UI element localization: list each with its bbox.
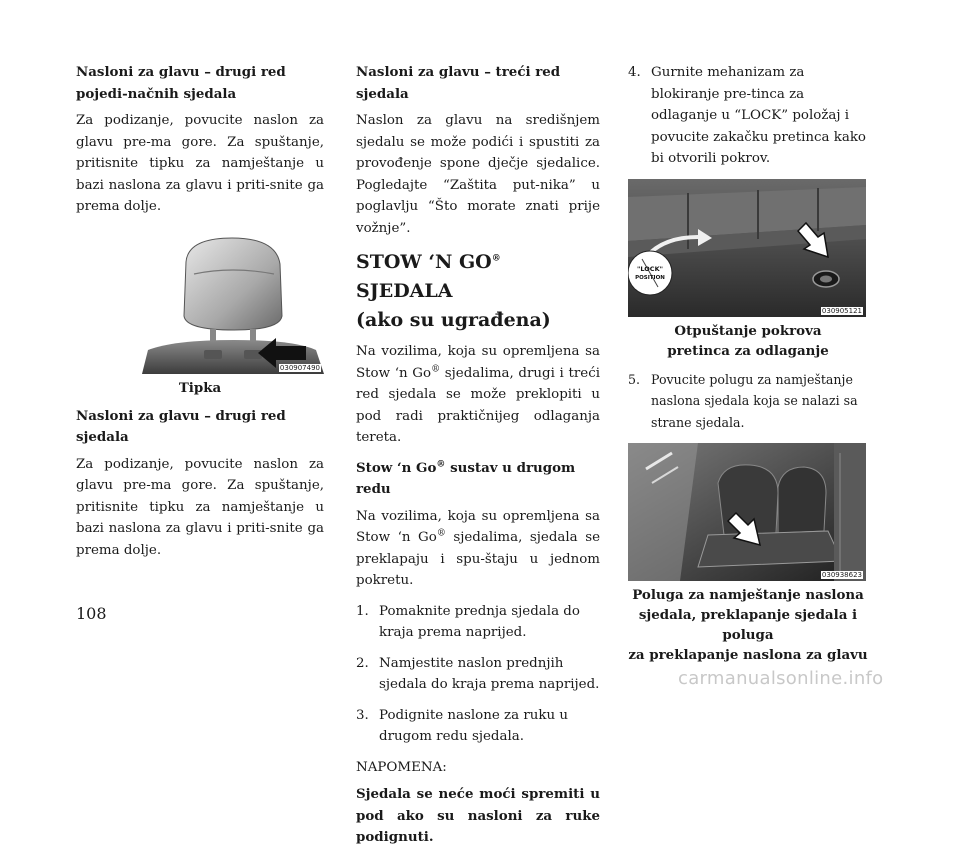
heading-third-row: Nasloni za glavu – treći red sjedala bbox=[356, 64, 561, 102]
storage-bin-figure bbox=[628, 179, 866, 317]
headrest-illustration bbox=[134, 232, 324, 374]
figure-caption-tipka: Tipka bbox=[178, 379, 222, 396]
note-label: NAPOMENA: bbox=[356, 759, 447, 775]
note-text: Sjedala se neće moći spremiti u pod ako su nasloni za ruke podignuti. bbox=[356, 786, 600, 845]
watermark: carmanualsonline.info bbox=[678, 668, 884, 689]
list-item-step-1: 1. Pomaknite prednja sjedala do kraja prema naprijed. bbox=[356, 603, 580, 640]
list-item-step-2: 2. Namjestite naslon prednjih sjedala do kraja prema naprijed. bbox=[356, 655, 600, 692]
figure-id: 030905121 bbox=[821, 306, 862, 315]
paragraph-headrest-adjust-1: Za podizanje, povucite naslon za glavu pre-ma gore. Za spuštanje, pritisnite tipku za namještanje u bazi naslona za glavu i priti-snite ga prema dolje. bbox=[76, 113, 324, 214]
seat-lever-illustration bbox=[628, 443, 866, 581]
paragraph-stow-second-row: Na vozilima, koja su opremljena sa Stow ‘n Go® sjedalima, sjedala se preklapaju i spu-štaju u jednom pokretu. bbox=[356, 508, 601, 588]
figure-id: 030938623 bbox=[821, 571, 862, 579]
heading-stow-second-row: Stow ‘n Go® sustav u drugom redu bbox=[356, 459, 576, 497]
left-column bbox=[76, 62, 324, 570]
right-column bbox=[628, 62, 868, 665]
heading-second-row-individual: Nasloni za glavu – drugi red pojedi-načnih sjedala bbox=[76, 64, 286, 102]
lock-label-b: POSITION bbox=[635, 274, 665, 281]
seat-lever-figure bbox=[628, 443, 866, 581]
lock-label-a: "LOCK" bbox=[636, 264, 664, 273]
storage-bin-illustration bbox=[628, 179, 866, 317]
paragraph-stow-intro: Na vozilima, koja su opremljena sa Stow ‘n Go® sjedalima, drugi i treći red sjedala se može preklopiti u pod radi praktičnijeg odlaganja tereta. bbox=[356, 344, 601, 445]
section-subtitle: (ako su ugrađena) bbox=[356, 309, 551, 331]
figure-caption-seat-lever: Poluga za namještanje naslona sjedala, preklapanje sjedala i poluga za preklapanje naslona za glavu bbox=[628, 587, 868, 663]
list-item-step-5: 5. Povucite polugu za namještanje naslona sjedala koja se nalazi sa strane sjedala. bbox=[628, 371, 858, 430]
figure-caption-storage: Otpuštanje pokrova pretinca za odlaganje bbox=[667, 322, 829, 359]
paragraph-headrest-adjust-2: Za podizanje, povucite naslon za glavu pre-ma gore. Za spuštanje, pritisnite tipku za namještanje u bazi naslona za glavu i priti-snite ga prema dolje. bbox=[76, 456, 324, 558]
headrest-figure bbox=[134, 232, 324, 374]
list-item-step-3: 3. Podignite naslone za ruku u drugom redu sjedala. bbox=[356, 707, 568, 744]
heading-second-row: Nasloni za glavu – drugi red sjedala bbox=[76, 407, 286, 445]
list-item-step-4: 4. Gurnite mehanizam za blokiranje pre-tinca za odlaganje u “LOCK” položaj i povucite zakačku pretinca kako bi otvorili pokrov. bbox=[628, 65, 866, 166]
section-title: STOW ‘N GO® SJEDALA bbox=[356, 251, 501, 302]
middle-column bbox=[356, 62, 600, 854]
page-number: 108 bbox=[76, 604, 107, 623]
figure-id: 030907490 bbox=[279, 363, 320, 372]
paragraph-third-row-headrest: Naslon za glavu na središnjem sjedalu se može podići i spustiti za provođenje spone dječje sjedalice. Pogledajte “Zaštita put-nika” u poglavlju “Što morate znati prije vožnje”. bbox=[356, 113, 600, 236]
